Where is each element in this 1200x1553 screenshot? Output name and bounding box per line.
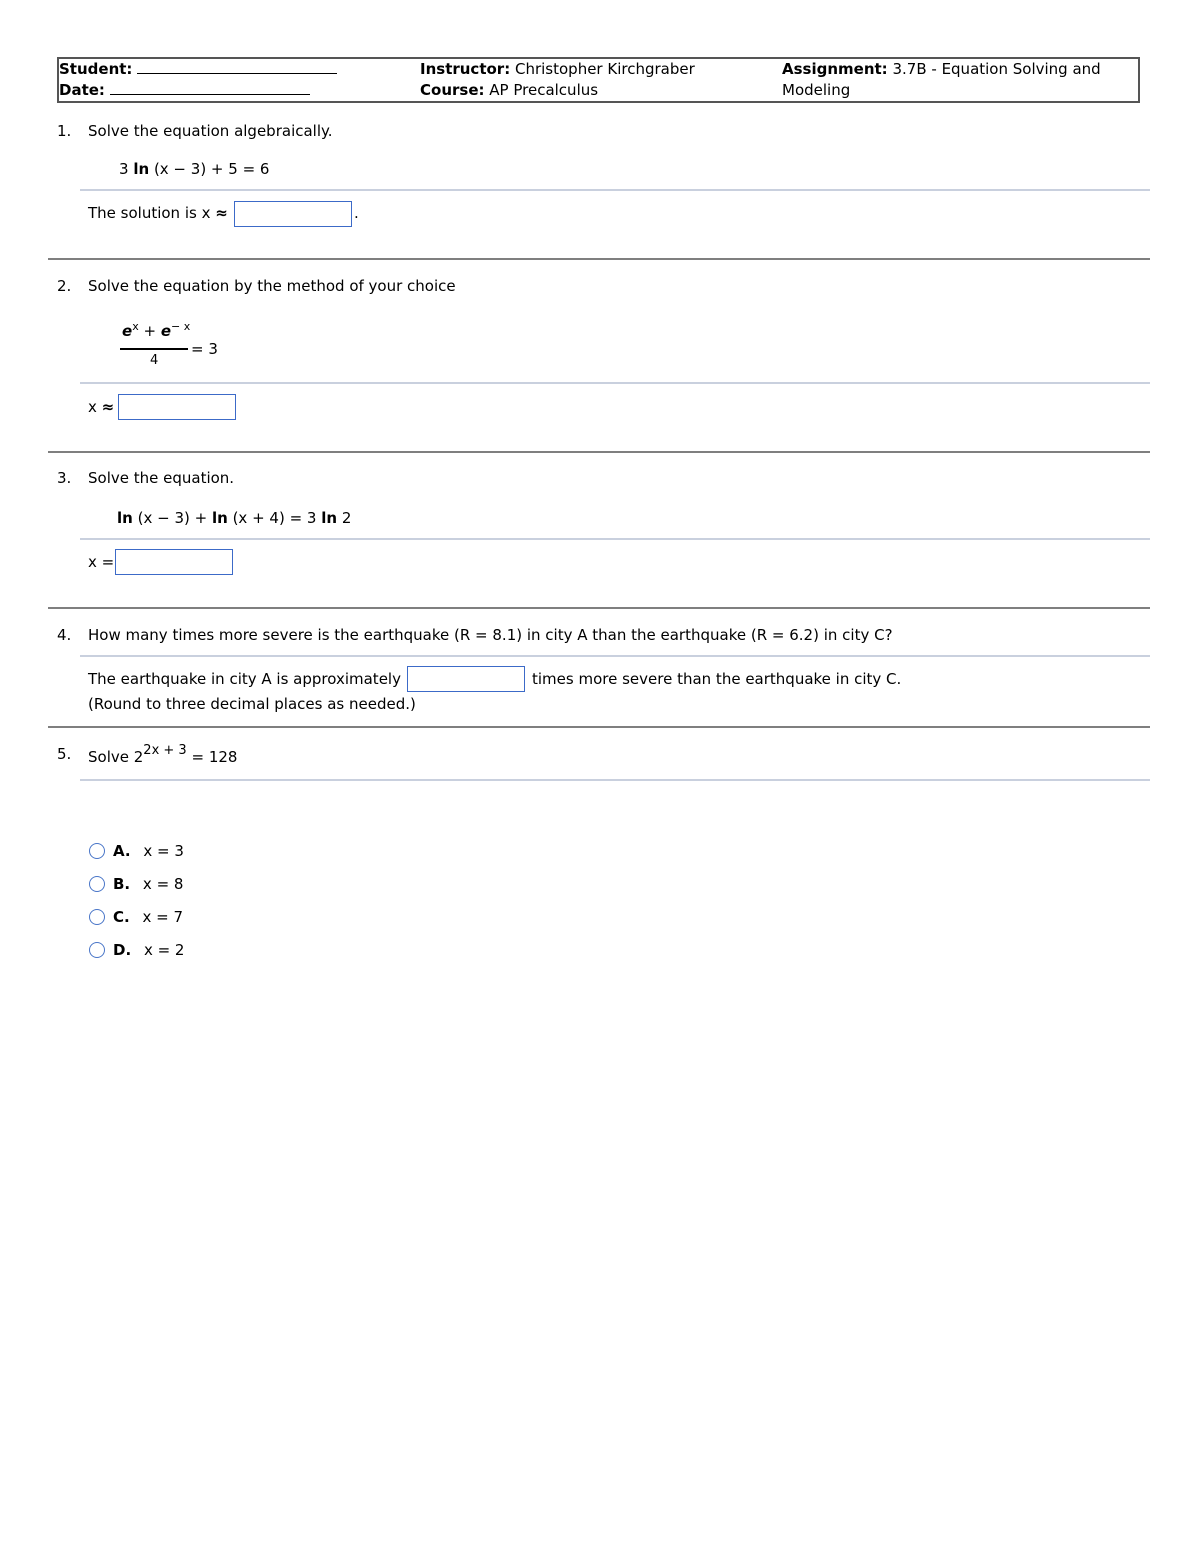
q1-eq-coef: 3	[119, 160, 129, 178]
choice-c-radio[interactable]	[89, 909, 105, 925]
choice-d-text: x = 2	[143, 941, 185, 959]
q2-divider	[80, 382, 1150, 384]
q5-prompt-suffix: = 128	[191, 748, 238, 766]
q4-answer-input[interactable]	[407, 666, 525, 692]
q3-prompt: Solve the equation.	[88, 469, 235, 487]
q2-answer-input[interactable]	[118, 394, 236, 420]
choice-d-letter: D.	[113, 941, 132, 959]
instructor-value: Christopher Kirchgraber	[514, 60, 695, 78]
q3-divider	[80, 538, 1150, 540]
q1-eq-rest: (x − 3) + 5 = 6	[153, 160, 270, 178]
choice-b-text: x = 8	[142, 875, 184, 893]
q3-eq-ln1: ln	[117, 509, 133, 527]
student-field	[59, 60, 337, 78]
instructor-field	[420, 60, 695, 78]
q4-number: 4.	[57, 626, 72, 644]
q5-number: 5.	[57, 745, 72, 763]
choice-a-text: x = 3	[143, 842, 184, 860]
choice-a[interactable]	[113, 842, 184, 860]
q3-end-divider	[48, 607, 1150, 609]
q1-end-divider	[48, 258, 1150, 260]
q5-divider	[80, 779, 1150, 781]
q3-equation	[117, 509, 351, 527]
q2-e1: e	[122, 322, 133, 340]
q3-eq-part3: 2	[341, 509, 352, 527]
student-blank	[137, 60, 337, 74]
date-label: Date:	[59, 81, 105, 99]
q1-prompt: Solve the equation algebraically.	[88, 122, 333, 140]
q5-prompt-exponent: 2x + 3	[143, 743, 187, 758]
q2-exp2: − x	[171, 320, 191, 333]
q2-number: 2.	[57, 277, 72, 295]
choice-b[interactable]	[113, 875, 183, 893]
choice-b-letter: B.	[113, 875, 131, 893]
instructor-label: Instructor:	[420, 60, 511, 78]
assignment-value-line1: 3.7B - Equation Solving and	[892, 60, 1101, 78]
q1-equation	[119, 160, 269, 178]
student-label: Student:	[59, 60, 133, 78]
q2-prompt: Solve the equation by the method of your choice	[88, 277, 456, 295]
assignment-label: Assignment:	[782, 60, 888, 78]
q2-end-divider	[48, 451, 1150, 453]
q2-e2: e	[160, 322, 172, 340]
q2-approx-symbol: ≈	[101, 398, 115, 416]
date-field	[59, 81, 310, 99]
course-label: Course:	[420, 81, 485, 99]
q3-answer-prefix: x =	[88, 553, 115, 571]
q1-number: 1.	[57, 122, 72, 140]
choice-d-radio[interactable]	[89, 942, 105, 958]
choice-c[interactable]	[113, 908, 183, 926]
q1-answer-line	[88, 204, 228, 222]
assignment-value-line2: Modeling	[782, 81, 851, 99]
choice-a-letter: A.	[113, 842, 131, 860]
q3-eq-part2: (x + 4) = 3	[232, 509, 317, 527]
choice-b-radio[interactable]	[89, 876, 105, 892]
choice-d[interactable]	[113, 941, 184, 959]
course-field	[420, 81, 598, 99]
choice-a-radio[interactable]	[89, 843, 105, 859]
q3-eq-part1: (x − 3) +	[137, 509, 208, 527]
q3-eq-ln2: ln	[211, 509, 228, 527]
q1-answer-prefix: The solution is x	[88, 204, 211, 222]
q3-answer-input[interactable]	[115, 549, 233, 575]
q2-numerator	[122, 320, 190, 340]
q3-eq-ln3: ln	[321, 509, 338, 527]
q2-answer-prefix: x	[88, 398, 97, 416]
q5-prompt	[88, 745, 237, 766]
q2-exp1: x	[132, 320, 139, 333]
q4-end-divider	[48, 726, 1150, 728]
q4-divider	[80, 655, 1150, 657]
q4-answer-suffix: times more severe than the earthquake in city C.	[532, 670, 902, 688]
q5-prompt-prefix: Solve 2	[88, 748, 144, 766]
q4-answer-prefix: The earthquake in city A is approximately	[88, 670, 401, 688]
q2-rhs: = 3	[191, 340, 218, 358]
q1-answer-input[interactable]	[234, 201, 352, 227]
date-blank	[110, 81, 310, 95]
q2-answer-line	[88, 398, 114, 416]
q1-approx-symbol: ≈	[215, 204, 228, 222]
q2-denominator: 4	[150, 353, 159, 368]
choice-c-text: x = 7	[142, 908, 184, 926]
q3-number: 3.	[57, 469, 72, 487]
q4-prompt: How many times more severe is the earthquake (R = 8.1) in city A than the earthquake (R = 6.2) in city C?	[88, 626, 893, 644]
q4-note: (Round to three decimal places as needed.)	[88, 695, 416, 713]
q2-plus: +	[143, 322, 157, 340]
q2-fraction-bar	[120, 348, 188, 350]
q1-divider	[80, 189, 1150, 191]
assignment-field	[782, 60, 1101, 78]
course-value: AP Precalculus	[489, 81, 599, 99]
q1-answer-suffix: .	[354, 204, 359, 222]
choice-c-letter: C.	[113, 908, 130, 926]
q1-eq-ln: ln	[133, 160, 150, 178]
